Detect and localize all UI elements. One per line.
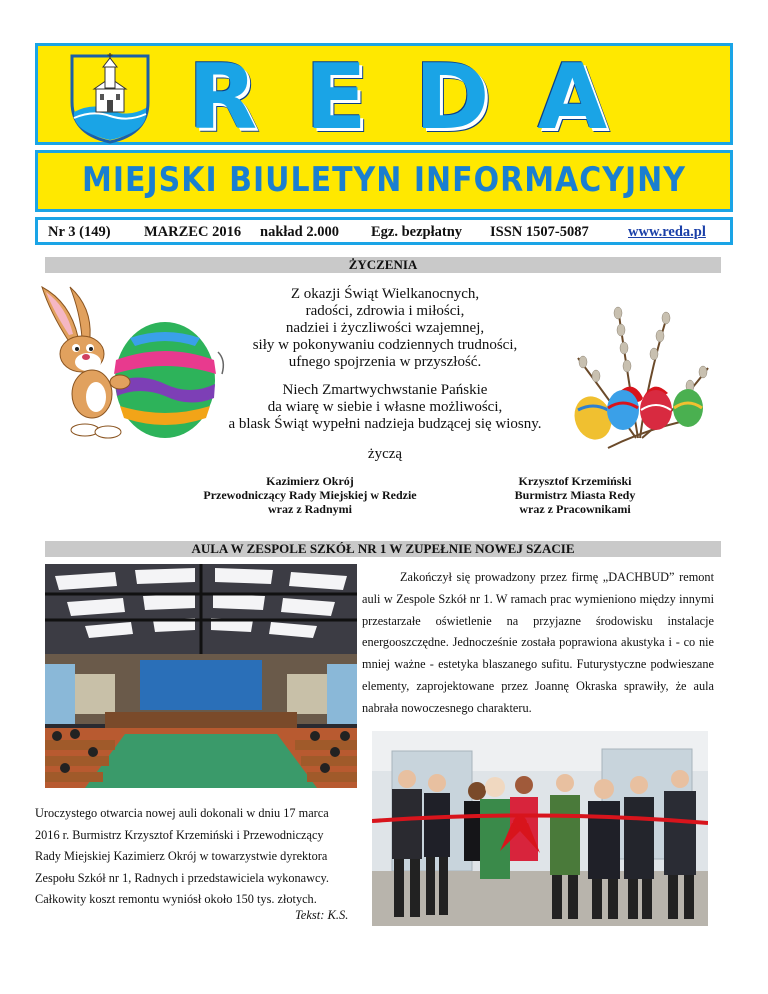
greetings-stanza-1 xyxy=(200,286,570,371)
greetings-line: a blask Świąt wypełni nadzieja budzącej się wiosny. xyxy=(228,416,542,432)
caption-line: Uroczystego otwarcia nowej auli dokonali w dniu 17 marca xyxy=(35,806,329,820)
signatory-left xyxy=(170,474,450,516)
greetings-stanza-2 xyxy=(200,382,570,433)
greetings-line: Niech Zmartwychwstanie Pańskie xyxy=(282,382,488,398)
issue-price: Egz. bezpłatny xyxy=(371,224,463,240)
issue-info-bar xyxy=(35,217,733,245)
caption-line: Całkowity koszt remontu wyniósł około 150 tys. złotych. xyxy=(35,892,317,907)
issue-issn: ISSN 1507-5087 xyxy=(490,224,589,240)
greetings-line: radości, zdrowia i miłości, xyxy=(305,303,465,319)
signatory-right-suffix: wraz z Pracownikami xyxy=(519,502,631,516)
article-section-header: AULA W ZESPOLE SZKÓŁ NR 1 W ZUPEŁNIE NOWEJ SZACIE xyxy=(45,541,721,557)
website-link[interactable]: www.reda.pl xyxy=(628,224,706,240)
greetings-line: da wiarę w siebie i własne możliwości, xyxy=(267,399,503,415)
auditorium-photo xyxy=(45,564,357,788)
signatory-right-name: Krzysztof Krzemiński xyxy=(518,474,632,488)
caption-line: Zespołu Szkół nr 1, Radnych i przedstawiciela wykonawcy. xyxy=(35,870,329,885)
masthead-subtitle-bar xyxy=(35,150,733,212)
issue-number: Nr 3 (149) xyxy=(48,224,111,240)
signatory-right-title: Burmistrz Miasta Redy xyxy=(514,488,636,502)
article-author: Tekst: K.S. xyxy=(295,908,349,922)
signatory-left-title: Przewodniczący Rady Miejskiej w Redzie xyxy=(203,488,417,502)
ribbon-cutting-photo xyxy=(372,731,708,926)
greetings-closing: życzą xyxy=(367,446,403,462)
greetings-line: ufnego spojrzenia w przyszłość. xyxy=(288,354,482,370)
greetings-section-header: ŻYCZENIA xyxy=(45,257,721,273)
signatory-left-name: Kazimierz Okrój xyxy=(266,474,354,488)
issue-circulation: nakład 2.000 xyxy=(260,224,339,240)
greetings-line: siły w pokonywaniu codziennych trudności, xyxy=(252,337,518,353)
easter-willow-eggs-illustration xyxy=(548,298,718,450)
article-body xyxy=(362,567,714,720)
article-body-paragraph: Zakończył się prowadzony przez firmę „DACHBUD” remont auli w Zespole Szkół nr 1. W ramach prac wymieniono między innymi przestarzałe oświetlenie na przyjazne środowisku instalacje energooszczędne. Jednocześnie została poprawiona akustyka i - co nie mniej ważne - estetyka blaszanego sufitu. Futurystyczne podwieszane elementy, zaprojektowane przez Joannę Okraska sprawiły, że aula nabrała nowoczesnego charakteru. xyxy=(362,570,714,715)
caption-line: Rady Miejskiej Kazimierz Okrój w towarzystwie dyrektora xyxy=(35,849,328,864)
masthead-subtitle: MIEJSKI BIULETYN INFORMACYJNY xyxy=(81,160,687,201)
masthead xyxy=(35,43,733,150)
caption-line: 2016 r. Burmistrz Krzysztof Krzemiński i Przewodniczący xyxy=(35,827,324,842)
greetings-line: Z okazji Świąt Wielkanocnych, xyxy=(290,286,480,302)
masthead-logo-text: REDA xyxy=(188,45,656,150)
photo-caption xyxy=(35,803,365,911)
signatory-left-suffix: wraz z Radnymi xyxy=(268,502,352,516)
issue-date: MARZEC 2016 xyxy=(144,224,242,240)
reda-coat-of-arms-icon xyxy=(68,52,152,144)
signatory-right xyxy=(475,474,675,516)
greetings-line: nadziei i życzliwości wzajemnej, xyxy=(285,320,485,336)
